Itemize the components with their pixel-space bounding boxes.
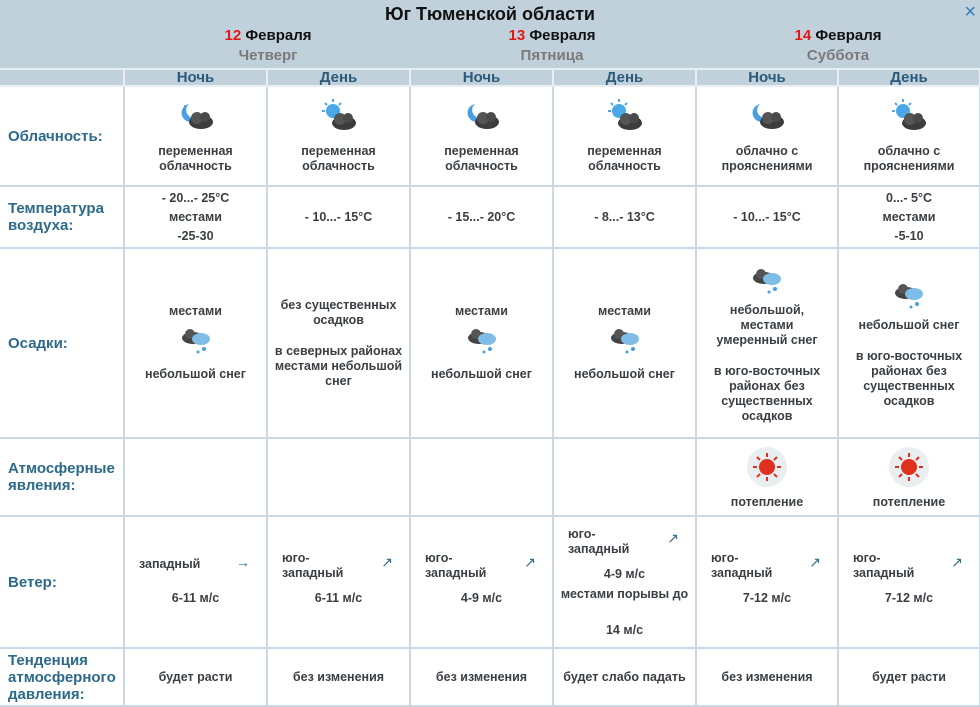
forecast-header: [0, 0, 980, 68]
light-snow-icon: [608, 323, 642, 357]
pressure-cell: будет расти: [124, 648, 267, 706]
precip-row: [0, 248, 980, 438]
close-icon[interactable]: ×: [964, 1, 976, 23]
night-partly-cloudy-icon: [175, 98, 217, 134]
wind-cell: [696, 516, 838, 648]
atm-cell: [267, 438, 410, 516]
wind-cell: [267, 516, 410, 648]
light-snow-icon: [465, 323, 499, 357]
cloud-text: переменная облачность: [444, 144, 519, 173]
row-label-temp: Температура воздуха:: [0, 186, 124, 248]
period-label: Ночь: [124, 69, 267, 86]
day-weekday-2: Пятница: [520, 47, 584, 64]
period-label: День: [838, 69, 980, 86]
period-label: Ночь: [410, 69, 553, 86]
atm-cell: потепление: [838, 438, 980, 516]
precip-cell: небольшой, местами умеренный снег в юго-восточных районах без существенных осадков: [696, 248, 838, 438]
corner-cell: [0, 69, 124, 86]
cloud-cell: [838, 86, 980, 186]
day-date-2: 13 Февраля: [508, 27, 596, 44]
period-label: День: [553, 69, 696, 86]
wind-arrow-icon: →: [236, 554, 250, 570]
row-label-atm: Атмосферные явления:: [0, 438, 124, 516]
wind-box: юго-западный ↗ 4-9 м/с местами порывы до 14 м/с: [560, 527, 689, 637]
wind-arrow-icon: ↗: [524, 554, 536, 570]
row-label-wind: Ветер:: [0, 516, 124, 648]
night-cloudy-clearing-icon: [746, 98, 788, 134]
cloud-cell: [553, 86, 696, 186]
day-date-3: 14 Февраля: [794, 27, 882, 44]
periods-row: [0, 69, 980, 86]
pressure-cell: будет расти: [838, 648, 980, 706]
wind-box: юго-западный ↗ 7-12 м/с: [711, 551, 821, 605]
pressure-cell: без изменения: [696, 648, 838, 706]
light-snow-icon: [750, 263, 784, 297]
wind-arrow-icon: ↗: [381, 554, 393, 570]
wind-cell: [553, 516, 696, 648]
pressure-cell: без изменения: [267, 648, 410, 706]
cloud-text: облачно с прояснениями: [863, 144, 955, 173]
cloud-cell: [124, 86, 267, 186]
row-label-cloud: Облачность:: [0, 86, 124, 186]
row-label-pressure: Тенденция атмосферного давления:: [0, 648, 124, 706]
warming-icon: [887, 445, 931, 489]
light-snow-icon: [892, 278, 926, 312]
wind-box: западный → 6-11 м/с: [139, 554, 250, 605]
temp-row: [0, 186, 980, 248]
wind-arrow-icon: ↗: [809, 554, 821, 570]
precip-cell: местами небольшой снег: [124, 248, 267, 438]
light-snow-icon: [179, 323, 213, 357]
region-title: Юг Тюменской области: [385, 4, 595, 24]
precip-cell: небольшой снег в юго-восточных районах без существенных осадков: [838, 248, 980, 438]
wind-cell: [410, 516, 553, 648]
temp-cell: 0...- 5°C местами -5-10: [838, 186, 980, 248]
day-cloudy-clearing-icon: [888, 98, 930, 134]
wind-box: юго-западный ↗ 4-9 м/с: [425, 551, 536, 605]
temp-cell: - 8...- 13°C: [553, 186, 696, 248]
wind-cell: [838, 516, 980, 648]
temp-cell: - 15...- 20°C: [410, 186, 553, 248]
row-label-precip: Осадки:: [0, 248, 124, 438]
atm-cell: [410, 438, 553, 516]
day-date-1: 12 Февраля: [224, 27, 312, 44]
pressure-cell: без изменения: [410, 648, 553, 706]
temp-cell: - 20...- 25°C местами -25-30: [124, 186, 267, 248]
cloud-text: переменная облачность: [301, 144, 376, 173]
atm-cell: потепление: [696, 438, 838, 516]
atm-cell: [553, 438, 696, 516]
wind-arrow-icon: ↗: [951, 554, 963, 570]
precip-cell: местами небольшой снег: [553, 248, 696, 438]
cloud-text: облачно с прояснениями: [721, 144, 813, 173]
cloud-text: переменная облачность: [587, 144, 662, 173]
temp-cell: - 10...- 15°C: [267, 186, 410, 248]
cloud-cell: [696, 86, 838, 186]
day-weekday-3: Суббота: [806, 47, 870, 64]
atm-cell: [124, 438, 267, 516]
atm-row: [0, 438, 980, 516]
cloud-row: [0, 86, 980, 186]
precip-cell: местами небольшой снег: [410, 248, 553, 438]
wind-box: юго-западный ↗ 6-11 м/с: [282, 551, 393, 605]
cloud-cell: [267, 86, 410, 186]
wind-box: юго-западный ↗ 7-12 м/с: [853, 551, 963, 605]
day-partly-cloudy-icon: [318, 98, 360, 134]
cloud-cell: [410, 86, 553, 186]
night-partly-cloudy-icon: [461, 98, 503, 134]
day-weekday-1: Четверг: [238, 47, 298, 64]
pressure-row: [0, 648, 980, 706]
wind-row: [0, 516, 980, 648]
period-label: Ночь: [696, 69, 838, 86]
wind-arrow-icon: ↗: [667, 530, 679, 546]
period-label: День: [267, 69, 410, 86]
warming-icon: [745, 445, 789, 489]
precip-cell: без существенных осадков в северных районах местами небольшой снег: [267, 248, 410, 438]
cloud-text: переменная облачность: [158, 144, 233, 173]
pressure-cell: будет слабо падать: [553, 648, 696, 706]
forecast-table: [0, 68, 980, 707]
wind-cell: [124, 516, 267, 648]
day-partly-cloudy-icon: [604, 98, 646, 134]
temp-cell: - 10...- 15°C: [696, 186, 838, 248]
